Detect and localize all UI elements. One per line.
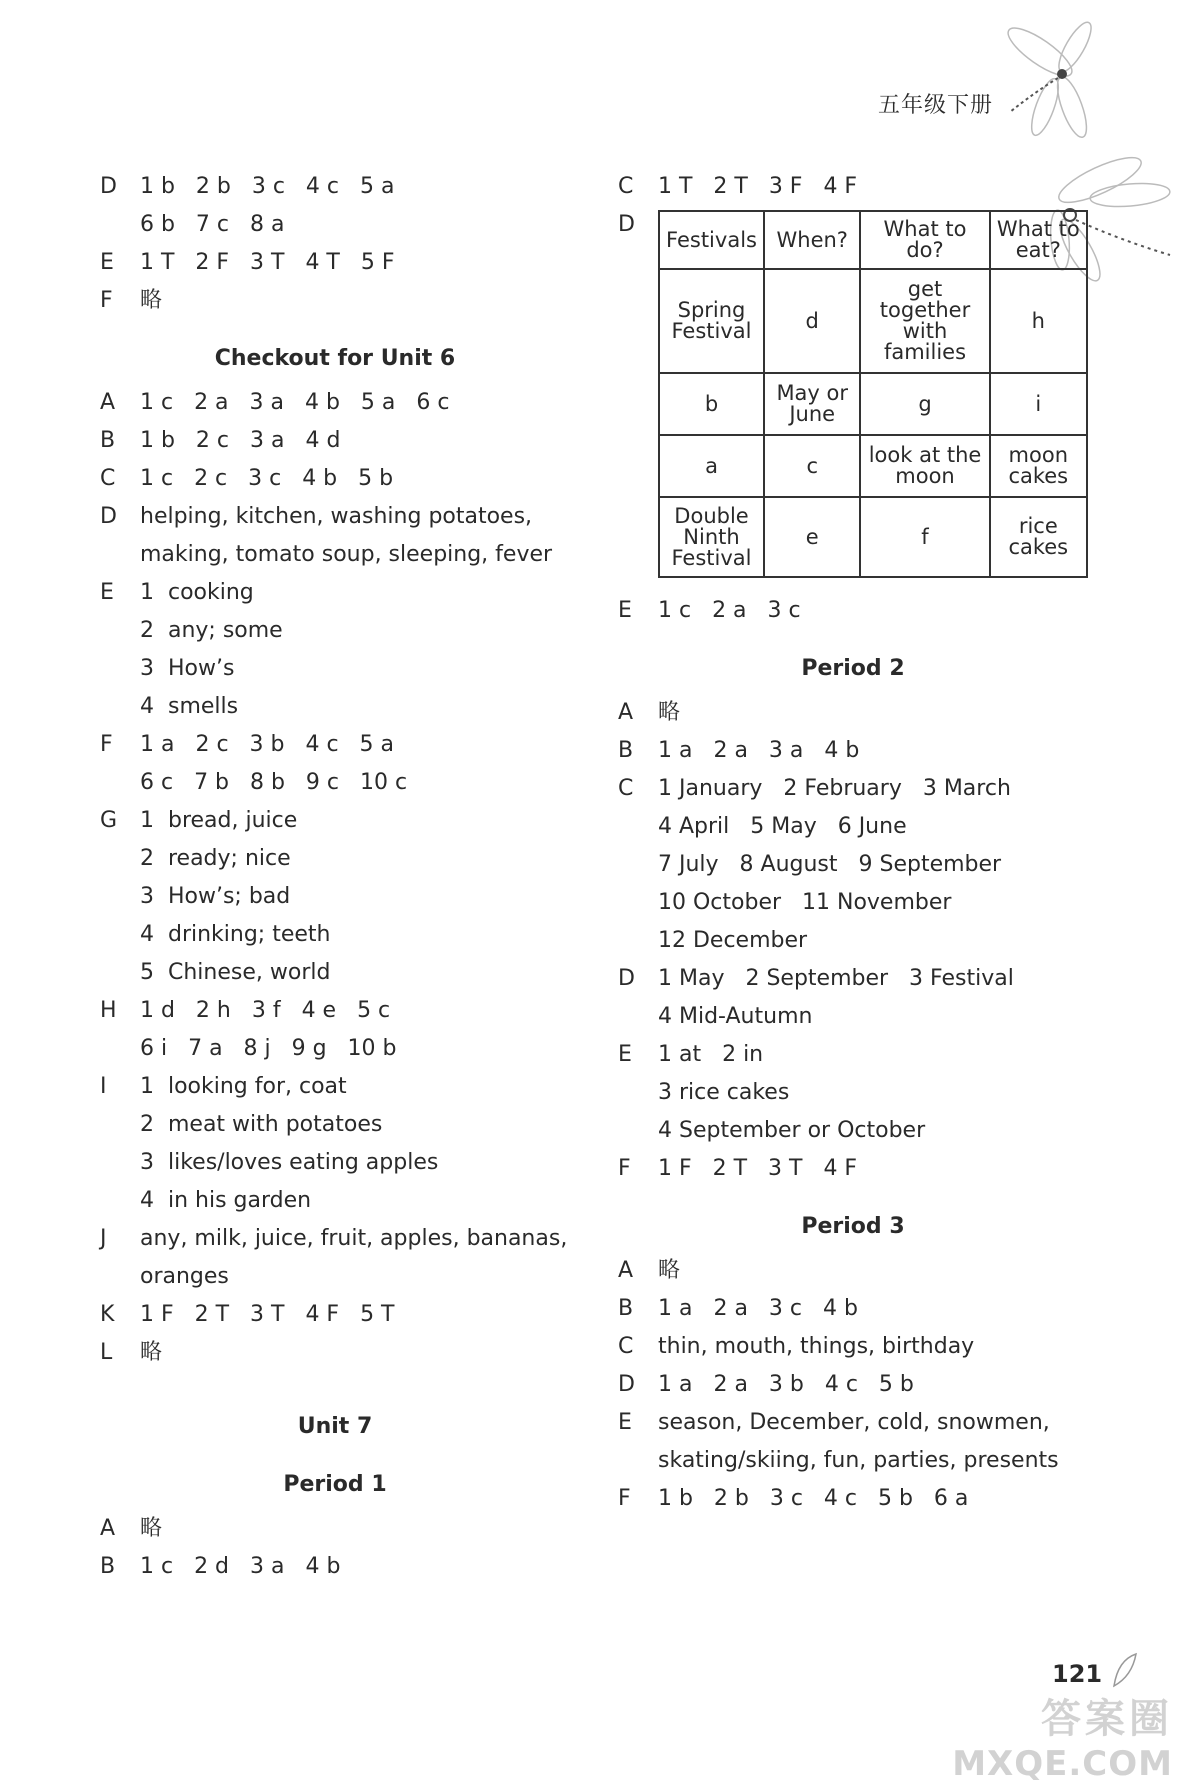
answer-row — [618, 1404, 1088, 1480]
table-cell: May or June — [764, 373, 860, 435]
answer-line: 1 a 2 a 3 c 4 b — [658, 1296, 858, 1321]
answer-row — [618, 1290, 1088, 1328]
answer-line: 1 F 2 T 3 T 4 F 5 T — [140, 1302, 395, 1327]
section-label: B — [618, 738, 634, 763]
watermark-line1: 答案圈 — [1041, 1696, 1173, 1742]
section-label: B — [100, 428, 116, 453]
table-row — [659, 269, 1087, 373]
answer-row — [100, 1220, 570, 1296]
table-cell: h — [990, 269, 1087, 373]
section-label: F — [100, 288, 113, 313]
answer-line: 1 c 2 a 3 c — [658, 598, 801, 623]
section-heading: Checkout for Unit 6 — [214, 346, 456, 371]
answer-row — [100, 422, 570, 460]
answer-line: 6 c 7 b 8 b 9 c 10 c — [140, 770, 408, 795]
section-label: E — [618, 1410, 632, 1435]
section-label: A — [100, 1516, 116, 1541]
section-label: I — [100, 1074, 107, 1099]
answer-row — [100, 460, 570, 498]
answer-row — [100, 384, 570, 422]
section-label: D — [618, 1372, 635, 1397]
table-cell: look at the moon — [860, 435, 989, 497]
section-heading: Period 1 — [283, 1472, 387, 1497]
answer-line: skating/skiing, fun, parties, presents — [658, 1448, 1059, 1473]
answer-line: 10 October 11 November — [658, 890, 952, 915]
answer-row — [618, 1150, 1088, 1188]
answer-line: 1 T 2 F 3 T 4 T 5 F — [140, 250, 395, 275]
answer-line: 1 c 2 c 3 c 4 b 5 b — [140, 466, 394, 491]
table-cell: d — [764, 269, 860, 373]
answer-row — [100, 1510, 570, 1548]
section-heading: Unit 7 — [297, 1414, 373, 1439]
answer-line: 1 b 2 c 3 a 4 d — [140, 428, 341, 453]
answer-line: 1 c 2 a 3 a 4 b 5 a 6 c — [140, 390, 450, 415]
table-cell: moon cakes — [990, 435, 1087, 497]
answer-row — [100, 992, 570, 1068]
section-label: F — [618, 1156, 631, 1181]
answer-line: 6 b 7 c 8 a — [140, 212, 285, 237]
section-heading: Period 3 — [801, 1214, 905, 1239]
answer-line: 1 d 2 h 3 f 4 e 5 c — [140, 998, 391, 1023]
left-column — [100, 168, 570, 1586]
answer-line: 1 T 2 T 3 F 4 F — [658, 174, 858, 199]
table-row — [659, 373, 1087, 435]
answer-line: 1 b 2 b 3 c 4 c 5 b 6 a — [658, 1486, 969, 1511]
answer-line: 1 bread, juice — [140, 808, 298, 833]
answer-line: helping, kitchen, washing potatoes, — [140, 504, 533, 529]
answer-line: 4 Mid-Autumn — [658, 1004, 813, 1029]
answer-row — [100, 244, 570, 282]
table-cell: rice cakes — [990, 497, 1087, 577]
page-header-title: 五年级下册 — [878, 93, 994, 118]
answer-line: 略 — [140, 1516, 163, 1541]
answer-row — [100, 282, 570, 320]
festival-table — [658, 210, 1088, 578]
page-number: 121 — [1052, 1660, 1103, 1688]
answer-line: 2 any; some — [140, 618, 283, 643]
section-label: G — [100, 808, 118, 833]
answer-row — [618, 1252, 1088, 1290]
answer-line: 1 c 2 d 3 a 4 b — [140, 1554, 341, 1579]
table-cell: Double Ninth Festival — [659, 497, 764, 577]
answer-row — [100, 1296, 570, 1334]
answer-line: 1 F 2 T 3 T 4 F — [658, 1156, 858, 1181]
answer-line: 5 Chinese, world — [140, 960, 331, 985]
section-label: C — [100, 466, 116, 491]
answer-line: 2 meat with potatoes — [140, 1112, 383, 1137]
answer-line: 4 smells — [140, 694, 239, 719]
table-cell: When? — [764, 211, 860, 269]
table-cell: i — [990, 373, 1087, 435]
answer-line: 3 How’s; bad — [140, 884, 291, 909]
answer-line: 1 a 2 a 3 b 4 c 5 b — [658, 1372, 914, 1397]
answer-line: 4 April 5 May 6 June — [658, 814, 907, 839]
table-cell: c — [764, 435, 860, 497]
answer-row — [618, 1366, 1088, 1404]
section-label: K — [100, 1302, 115, 1327]
section-label: B — [618, 1296, 634, 1321]
section-label: A — [100, 390, 116, 415]
answer-line: 3 How’s — [140, 656, 235, 681]
answer-line: 略 — [140, 288, 163, 313]
section-heading: Period 2 — [801, 656, 905, 681]
watermark — [952, 1687, 1173, 1784]
table-cell: Festivals — [659, 211, 764, 269]
answer-row — [618, 592, 1088, 630]
answer-row — [618, 770, 1088, 960]
answer-row — [618, 1480, 1088, 1518]
answer-line: 1 a 2 c 3 b 4 c 5 a — [140, 732, 394, 757]
answer-line: 1 at 2 in — [658, 1042, 764, 1067]
table-cell: e — [764, 497, 860, 577]
answer-row — [100, 802, 570, 992]
section-label: J — [100, 1226, 107, 1251]
answer-line: thin, mouth, things, birthday — [658, 1334, 975, 1359]
section-label: H — [100, 998, 117, 1023]
answer-row — [100, 1548, 570, 1586]
answer-row — [618, 1036, 1088, 1150]
answer-line: making, tomato soup, sleeping, fever — [140, 542, 553, 567]
answer-row — [618, 206, 1088, 592]
table-row — [659, 497, 1087, 577]
answer-row — [618, 694, 1088, 732]
answer-row — [618, 732, 1088, 770]
table-header-row — [659, 211, 1087, 269]
answer-line: 略 — [658, 700, 681, 725]
answer-line: 12 December — [658, 928, 808, 953]
answer-line: 1 January 2 February 3 March — [658, 776, 1011, 801]
answer-row — [100, 1068, 570, 1220]
answer-row — [100, 1334, 570, 1372]
answer-line: 2 ready; nice — [140, 846, 291, 871]
section-label: C — [618, 174, 634, 199]
section-label: A — [618, 700, 634, 725]
section-label: E — [618, 598, 632, 623]
section-label: L — [100, 1340, 113, 1365]
watermark-line2: MXQE.COM — [952, 1744, 1173, 1784]
answer-line: 4 September or October — [658, 1118, 926, 1143]
answer-line: 1 looking for, coat — [140, 1074, 347, 1099]
section-label: F — [618, 1486, 631, 1511]
answer-line: season, December, cold, snowmen, — [658, 1410, 1050, 1435]
table-cell: g — [860, 373, 989, 435]
section-label: E — [100, 580, 114, 605]
answer-line: 略 — [140, 1340, 163, 1365]
section-label: C — [618, 776, 634, 801]
answer-line: 7 July 8 August 9 September — [658, 852, 1002, 877]
leaf-icon — [1110, 1650, 1140, 1690]
section-label: D — [618, 212, 635, 237]
answer-line: 1 cooking — [140, 580, 254, 605]
table-cell: f — [860, 497, 989, 577]
answer-line: 3 likes/loves eating apples — [140, 1150, 439, 1175]
answer-line: 4 drinking; teeth — [140, 922, 331, 947]
table-cell: Spring Festival — [659, 269, 764, 373]
table-cell: get together with families — [860, 269, 989, 373]
answer-line: 6 i 7 a 8 j 9 g 10 b — [140, 1036, 397, 1061]
answer-line: 3 rice cakes — [658, 1080, 790, 1105]
section-label: B — [100, 1554, 116, 1579]
section-label: F — [100, 732, 113, 757]
section-label: D — [618, 966, 635, 991]
answer-row — [100, 574, 570, 726]
section-label: C — [618, 1334, 634, 1359]
answer-line: 1 May 2 September 3 Festival — [658, 966, 1014, 991]
table-cell: What to eat? — [990, 211, 1087, 269]
answer-row — [618, 1328, 1088, 1366]
answer-row — [618, 168, 1088, 206]
answer-row — [100, 726, 570, 802]
answer-line: 1 a 2 a 3 a 4 b — [658, 738, 860, 763]
section-label: A — [618, 1258, 634, 1283]
answer-line: 1 b 2 b 3 c 4 c 5 a — [140, 174, 395, 199]
answer-line: 略 — [658, 1258, 681, 1283]
table-cell: What to do? — [860, 211, 989, 269]
answer-row — [100, 168, 570, 244]
table-row — [659, 435, 1087, 497]
section-label: D — [100, 174, 117, 199]
answer-row — [618, 960, 1088, 1036]
section-label: E — [618, 1042, 632, 1067]
section-label: E — [100, 250, 114, 275]
section-label: D — [100, 504, 117, 529]
table-cell: b — [659, 373, 764, 435]
answer-line: 4 in his garden — [140, 1188, 312, 1213]
right-column — [618, 168, 1088, 1518]
dragonfly-top-icon — [1000, 12, 1110, 142]
answer-line: any, milk, juice, fruit, apples, bananas, — [140, 1226, 568, 1251]
table-cell: a — [659, 435, 764, 497]
answer-line: oranges — [140, 1264, 229, 1289]
answer-row — [100, 498, 570, 574]
